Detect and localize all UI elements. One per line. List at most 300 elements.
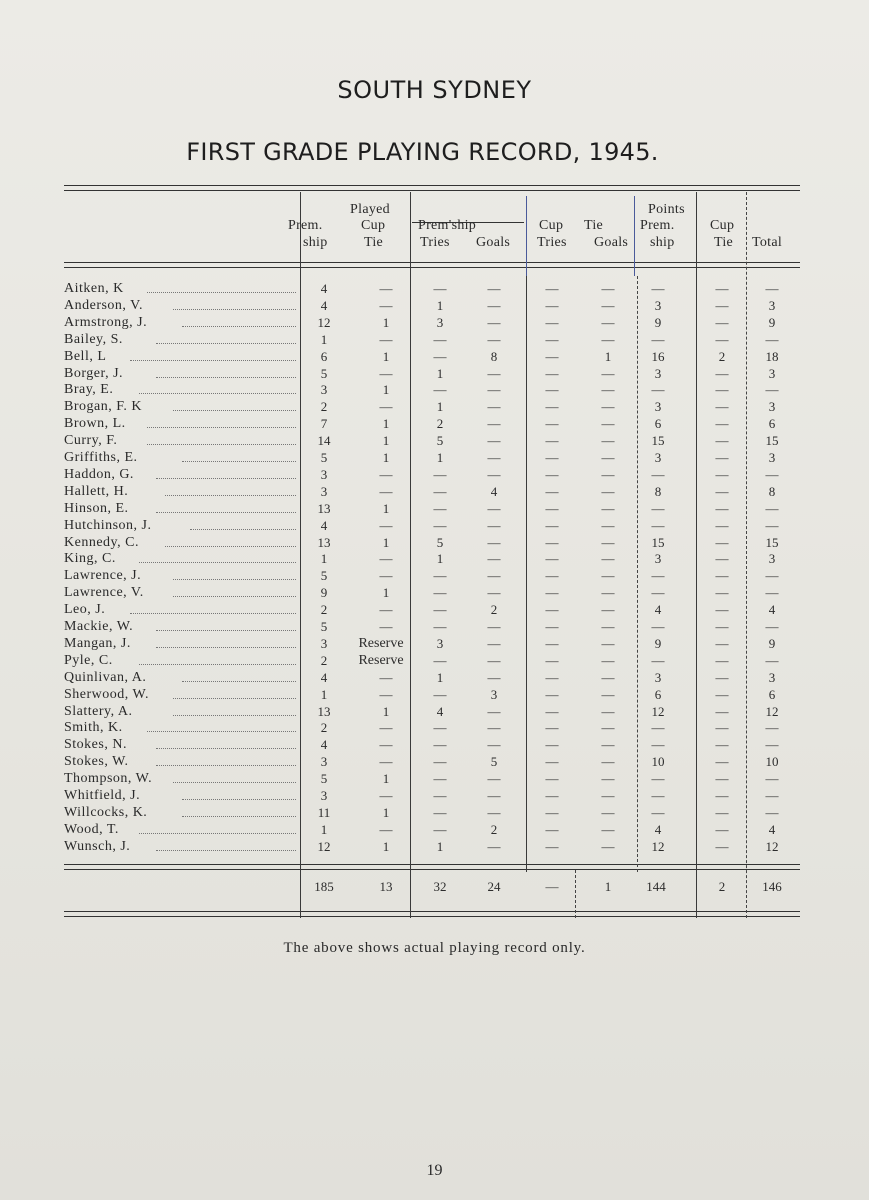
leader-dots [139, 562, 296, 563]
cell-points-cup: — [715, 466, 729, 482]
cell-premship-goals: — [487, 534, 501, 550]
player-name: Quinlivan, A. [64, 669, 147, 685]
cell-tie-goals: — [601, 551, 615, 567]
leader-dots [165, 495, 296, 496]
cell-premship-goals: 2 [490, 602, 498, 618]
cell-points-prem: 8 [654, 483, 662, 499]
cell-points-prem: 3 [654, 669, 662, 685]
cell-premship-tries: — [433, 737, 447, 753]
cell-cup-tie: 1 [382, 771, 390, 787]
cell-premship-tries: — [433, 788, 447, 803]
cell-points-cup: — [715, 568, 729, 584]
cell-cup-tie: 1 [382, 804, 390, 820]
leader-dots [147, 292, 296, 293]
total-goals: 24 [487, 879, 501, 894]
player-name: Thompson, W. [64, 771, 153, 787]
table-row [0, 669, 869, 686]
total-cup: 13 [379, 879, 393, 894]
cell-tie-goals: — [601, 771, 615, 787]
cell-points-cup: — [715, 500, 729, 516]
cell-prem: 2 [320, 720, 328, 736]
cell-points-prem: 6 [654, 416, 662, 432]
cell-tie-goals: — [601, 585, 615, 601]
table-row [0, 314, 869, 331]
cell-prem: 7 [320, 416, 328, 432]
cell-cup-tie: — [379, 466, 393, 482]
cell-cup-tie: — [379, 737, 393, 753]
cell-tie-goals: — [601, 602, 615, 618]
cell-premship-goals: — [487, 365, 501, 381]
player-name: Leo, J. [64, 602, 106, 618]
cell-premship-tries: 5 [436, 534, 444, 550]
cell-points-cup: — [715, 281, 729, 296]
table-top-rule [64, 185, 800, 186]
cell-points-cup: — [715, 433, 729, 449]
cell-points-prem: — [651, 585, 665, 601]
col-points-prem-2: ship [650, 235, 675, 250]
player-name: Bailey, S. [64, 331, 123, 347]
cell-points-cup: — [715, 635, 729, 651]
cell-points-prem: — [651, 382, 665, 398]
cell-cup-tries: — [545, 754, 559, 770]
player-name: Smith, K. [64, 720, 123, 736]
cell-cup-tries: — [545, 686, 559, 702]
cell-cup-tie: — [379, 568, 393, 584]
col-rule-tiegoals-ink [634, 196, 635, 276]
cell-points-prem: 4 [654, 821, 662, 837]
cell-cup-tie: 1 [382, 450, 390, 465]
leader-dots [156, 647, 296, 648]
cell-cup-tie: Reserve [358, 635, 404, 651]
cell-premship-goals: — [487, 652, 501, 668]
cell-tie-goals: — [601, 314, 615, 330]
cell-premship-goals: — [487, 720, 501, 736]
leader-dots [139, 664, 296, 665]
cell-points-prem: — [651, 771, 665, 787]
cell-cup-tries: — [545, 551, 559, 567]
cell-tie-goals: — [601, 821, 615, 837]
cell-tie-goals: — [601, 399, 615, 415]
cell-tie-goals: — [601, 568, 615, 584]
cell-prem: 5 [320, 619, 328, 634]
cell-premship-tries: — [433, 348, 447, 364]
table-bottom-rule-inner [64, 916, 800, 917]
cell-premship-tries: — [433, 517, 447, 533]
leader-dots [173, 782, 296, 783]
cell-points-prem: — [651, 720, 665, 736]
col-points-cup-2: Tie [714, 235, 734, 250]
col-rule-premship-ink [526, 196, 527, 276]
cell-total: 3 [768, 551, 776, 567]
cell-cup-tries: — [545, 281, 559, 296]
cell-cup-tries: — [545, 669, 559, 685]
cell-prem: 4 [320, 297, 328, 313]
cell-points-prem: — [651, 788, 665, 803]
leader-dots [130, 360, 296, 361]
cell-total: — [765, 568, 779, 584]
cell-premship-goals: — [487, 500, 501, 516]
cell-total: — [765, 517, 779, 533]
cell-points-prem: 3 [654, 365, 662, 381]
cell-prem: 5 [320, 365, 328, 381]
footnote: The above shows actual playing record only. [283, 940, 586, 956]
cell-cup-tries: — [545, 788, 559, 803]
table-row [0, 567, 869, 584]
cell-tie-goals: — [601, 517, 615, 533]
cell-prem: 14 [317, 433, 331, 449]
cell-prem: 3 [320, 635, 328, 651]
totals-row [0, 878, 869, 898]
cell-tie-goals: — [601, 652, 615, 668]
cell-points-cup: — [715, 804, 729, 820]
cell-points-prem: 16 [651, 348, 665, 364]
player-name: Stokes, N. [64, 737, 127, 753]
cell-prem: 11 [317, 804, 331, 820]
cell-premship-goals: — [487, 331, 501, 347]
player-name: Haddon, G. [64, 466, 134, 482]
cell-points-prem: — [651, 804, 665, 820]
cell-points-cup: — [715, 720, 729, 736]
cell-points-cup: — [715, 703, 729, 719]
leader-dots [156, 478, 296, 479]
player-name: Curry, F. [64, 433, 118, 449]
cell-tie-goals: — [601, 382, 615, 398]
cell-cup-tie: — [379, 365, 393, 381]
table-bottom-rule [64, 911, 800, 912]
leader-dots [182, 461, 296, 462]
cell-cup-tries: — [545, 635, 559, 651]
leader-dots [156, 765, 296, 766]
cell-premship-tries: — [433, 281, 447, 296]
player-name: Hallett, H. [64, 483, 129, 499]
cell-cup-tries: — [545, 365, 559, 381]
cell-points-cup: — [715, 365, 729, 381]
cell-points-prem: — [651, 331, 665, 347]
player-name: Brogan, F. K [64, 399, 142, 415]
cell-cup-tie: 1 [382, 314, 390, 330]
cell-premship-goals: — [487, 669, 501, 685]
cell-cup-tie: Reserve [358, 652, 404, 668]
cell-cup-tries: — [545, 771, 559, 787]
cell-prem: 3 [320, 483, 328, 499]
cell-prem: 2 [320, 399, 328, 415]
cell-premship-tries: — [433, 821, 447, 837]
player-name: Borger, J. [64, 365, 124, 381]
cell-premship-tries: 1 [436, 838, 444, 854]
cell-tie-goals: — [601, 804, 615, 820]
col-points-cup-1: Cup [710, 218, 735, 233]
cell-cup-tie: — [379, 281, 393, 296]
table-row [0, 703, 869, 720]
cell-cup-tie: — [379, 669, 393, 685]
cell-cup-tries: — [545, 466, 559, 482]
cell-points-cup: — [715, 652, 729, 668]
cell-premship-goals: — [487, 619, 501, 634]
cell-premship-tries: — [433, 382, 447, 398]
cell-total: — [765, 331, 779, 347]
table-row [0, 787, 869, 804]
cell-points-prem: 3 [654, 297, 662, 313]
cell-points-prem: — [651, 466, 665, 482]
cell-premship-tries: — [433, 619, 447, 634]
cell-points-cup: — [715, 416, 729, 432]
leader-dots [156, 630, 296, 631]
leader-dots [139, 393, 296, 394]
cell-cup-tries: — [545, 821, 559, 837]
cell-premship-tries: — [433, 466, 447, 482]
cell-total: — [765, 737, 779, 753]
cell-tie-goals: — [601, 297, 615, 313]
cell-prem: 3 [320, 466, 328, 482]
cell-points-cup: — [715, 771, 729, 787]
table-row [0, 483, 869, 500]
cell-points-cup: 2 [718, 348, 726, 364]
leader-dots [173, 309, 296, 310]
cell-premship-tries: 1 [436, 450, 444, 465]
cell-points-cup: — [715, 669, 729, 685]
cell-cup-tie: 1 [382, 838, 390, 854]
total-total: 146 [762, 879, 782, 894]
cell-premship-tries: — [433, 568, 447, 584]
cell-total: 9 [768, 635, 776, 651]
cell-total: — [765, 585, 779, 601]
cell-cup-tie: — [379, 821, 393, 837]
cell-tie-goals: — [601, 534, 615, 550]
cell-points-cup: — [715, 821, 729, 837]
cell-total: 6 [768, 686, 776, 702]
cell-premship-tries: 1 [436, 551, 444, 567]
cell-premship-tries: 3 [436, 314, 444, 330]
player-name: Hutchinson, J. [64, 517, 152, 533]
cell-premship-goals: — [487, 551, 501, 567]
cell-total: 3 [768, 297, 776, 313]
player-name: Brown, L. [64, 416, 126, 432]
table-row [0, 381, 869, 398]
leader-dots [147, 427, 296, 428]
table-row [0, 804, 869, 821]
table-row [0, 635, 869, 652]
table-row [0, 398, 869, 415]
cell-points-prem: 12 [651, 838, 665, 854]
cell-cup-tie: 1 [382, 534, 390, 550]
cell-tie-goals: — [601, 635, 615, 651]
cell-total: 3 [768, 669, 776, 685]
cell-prem: 5 [320, 450, 328, 465]
cell-premship-goals: — [487, 771, 501, 787]
cell-tie-goals: — [601, 281, 615, 296]
leader-dots [190, 529, 296, 530]
cell-points-cup: — [715, 754, 729, 770]
cell-premship-goals: — [487, 838, 501, 854]
player-name: Pyle, C. [64, 652, 113, 668]
cell-cup-tie: — [379, 754, 393, 770]
premship-group-header: Prem'ship [418, 218, 477, 233]
cell-points-prem: 15 [651, 534, 665, 550]
cell-prem: 1 [320, 551, 328, 567]
leader-dots [182, 681, 296, 682]
cell-premship-tries: — [433, 585, 447, 601]
cell-prem: 1 [320, 821, 328, 837]
cell-points-prem: 9 [654, 314, 662, 330]
cell-tie-goals: — [601, 365, 615, 381]
leader-dots [156, 512, 296, 513]
cell-cup-tries: — [545, 804, 559, 820]
cell-points-cup: — [715, 483, 729, 499]
cell-premship-tries: 1 [436, 297, 444, 313]
leader-dots [173, 579, 296, 580]
cell-total: — [765, 281, 779, 296]
cell-prem: 4 [320, 281, 328, 296]
cell-cup-tries: — [545, 399, 559, 415]
cell-points-prem: 3 [654, 450, 662, 465]
cell-points-cup: — [715, 838, 729, 854]
cell-total: — [765, 652, 779, 668]
player-name: Hinson, E. [64, 500, 129, 516]
cell-cup-tie: — [379, 720, 393, 736]
player-name: Anderson, V. [64, 297, 143, 313]
cell-premship-goals: — [487, 450, 501, 465]
table-row [0, 280, 869, 297]
cell-total: 12 [765, 703, 779, 719]
cell-cup-tie: — [379, 517, 393, 533]
cell-total: 12 [765, 838, 779, 854]
cell-tie-goals: — [601, 754, 615, 770]
table-row [0, 821, 869, 838]
page-number: 19 [426, 1162, 443, 1179]
cell-tie-goals: — [601, 416, 615, 432]
table-row [0, 770, 869, 787]
cell-cup-tries: — [545, 517, 559, 533]
cell-total: — [765, 720, 779, 736]
cell-prem: 3 [320, 382, 328, 398]
cell-premship-goals: — [487, 568, 501, 584]
player-name: Mangan, J. [64, 635, 131, 651]
player-name: Kennedy, C. [64, 534, 139, 550]
col-total: Total [752, 235, 783, 250]
leader-dots [182, 816, 296, 817]
cell-points-cup: — [715, 686, 729, 702]
cell-cup-tie: — [379, 399, 393, 415]
player-name: Bray, E. [64, 382, 114, 398]
cell-tie-goals: — [601, 686, 615, 702]
table-row [0, 331, 869, 348]
cell-cup-tries: — [545, 433, 559, 449]
cell-prem: 3 [320, 788, 328, 803]
cell-total: 10 [765, 754, 779, 770]
cell-total: 3 [768, 399, 776, 415]
cell-cup-tie: — [379, 602, 393, 618]
cell-total: — [765, 382, 779, 398]
cell-points-prem: 10 [651, 754, 665, 770]
cell-prem: 4 [320, 669, 328, 685]
cell-premship-goals: — [487, 382, 501, 398]
leader-dots [130, 613, 296, 614]
cell-cup-tries: — [545, 585, 559, 601]
player-name: Slattery, A. [64, 703, 133, 719]
cell-total: 6 [768, 416, 776, 432]
player-name: Wunsch, J. [64, 838, 131, 854]
col-premship-tries: Tries [420, 235, 450, 250]
cell-premship-tries: — [433, 771, 447, 787]
cell-tie-goals: — [601, 433, 615, 449]
cell-total: — [765, 619, 779, 634]
cell-cup-tie: — [379, 483, 393, 499]
cell-points-cup: — [715, 382, 729, 398]
cell-total: — [765, 804, 779, 820]
cell-premship-goals: — [487, 585, 501, 601]
cell-points-cup: — [715, 551, 729, 567]
cell-points-prem: — [651, 568, 665, 584]
leader-dots [147, 731, 296, 732]
cell-premship-goals: 3 [490, 686, 498, 702]
cell-total: 9 [768, 314, 776, 330]
cell-prem: 3 [320, 754, 328, 770]
cell-prem: 6 [320, 348, 328, 364]
col-cup-tie-2: Tie [364, 235, 384, 250]
player-name: Sherwood, W. [64, 686, 149, 702]
cell-points-prem: — [651, 281, 665, 296]
player-name: Willcocks, K. [64, 804, 148, 820]
table-row [0, 534, 869, 551]
cell-premship-goals: — [487, 517, 501, 533]
cell-premship-tries: 5 [436, 433, 444, 449]
cell-premship-tries: — [433, 483, 447, 499]
table-row [0, 500, 869, 517]
cell-prem: 13 [317, 500, 331, 516]
cell-total: 4 [768, 602, 776, 618]
player-name: Stokes, W. [64, 754, 129, 770]
cell-cup-tries: — [545, 737, 559, 753]
cell-premship-goals: — [487, 804, 501, 820]
cell-cup-tie: — [379, 619, 393, 634]
cell-cup-tie: 1 [382, 500, 390, 516]
cell-cup-tries: — [545, 500, 559, 516]
cell-cup-tries: — [545, 619, 559, 634]
cell-total: — [765, 788, 779, 803]
cell-premship-tries: — [433, 602, 447, 618]
cell-premship-tries: 1 [436, 669, 444, 685]
cell-cup-tie: — [379, 297, 393, 313]
cell-premship-tries: 4 [436, 703, 444, 719]
cell-points-prem: 15 [651, 433, 665, 449]
cell-cup-tie: 1 [382, 416, 390, 432]
table-top-rule-inner [64, 190, 800, 191]
table-row [0, 365, 869, 382]
cell-points-cup: — [715, 585, 729, 601]
table-row [0, 601, 869, 618]
col-premship-goals: Goals [476, 235, 511, 250]
cell-total: 15 [765, 433, 779, 449]
cell-tie-goals: — [601, 669, 615, 685]
cell-points-cup: — [715, 517, 729, 533]
cell-points-prem: — [651, 500, 665, 516]
played-group-header: Played [350, 202, 390, 217]
leader-dots [173, 596, 296, 597]
cell-cup-tie: 1 [382, 585, 390, 601]
cell-cup-tries: — [545, 297, 559, 313]
table-row [0, 517, 869, 534]
table-row [0, 686, 869, 703]
cell-cup-tries: — [545, 568, 559, 584]
cell-points-cup: — [715, 399, 729, 415]
cell-cup-tries: — [545, 652, 559, 668]
cell-cup-tie: — [379, 686, 393, 702]
cell-cup-tie: 1 [382, 703, 390, 719]
cell-premship-tries: — [433, 686, 447, 702]
player-name: Whitfield, J. [64, 788, 141, 803]
cell-total: 3 [768, 450, 776, 465]
cell-cup-tries: — [545, 703, 559, 719]
